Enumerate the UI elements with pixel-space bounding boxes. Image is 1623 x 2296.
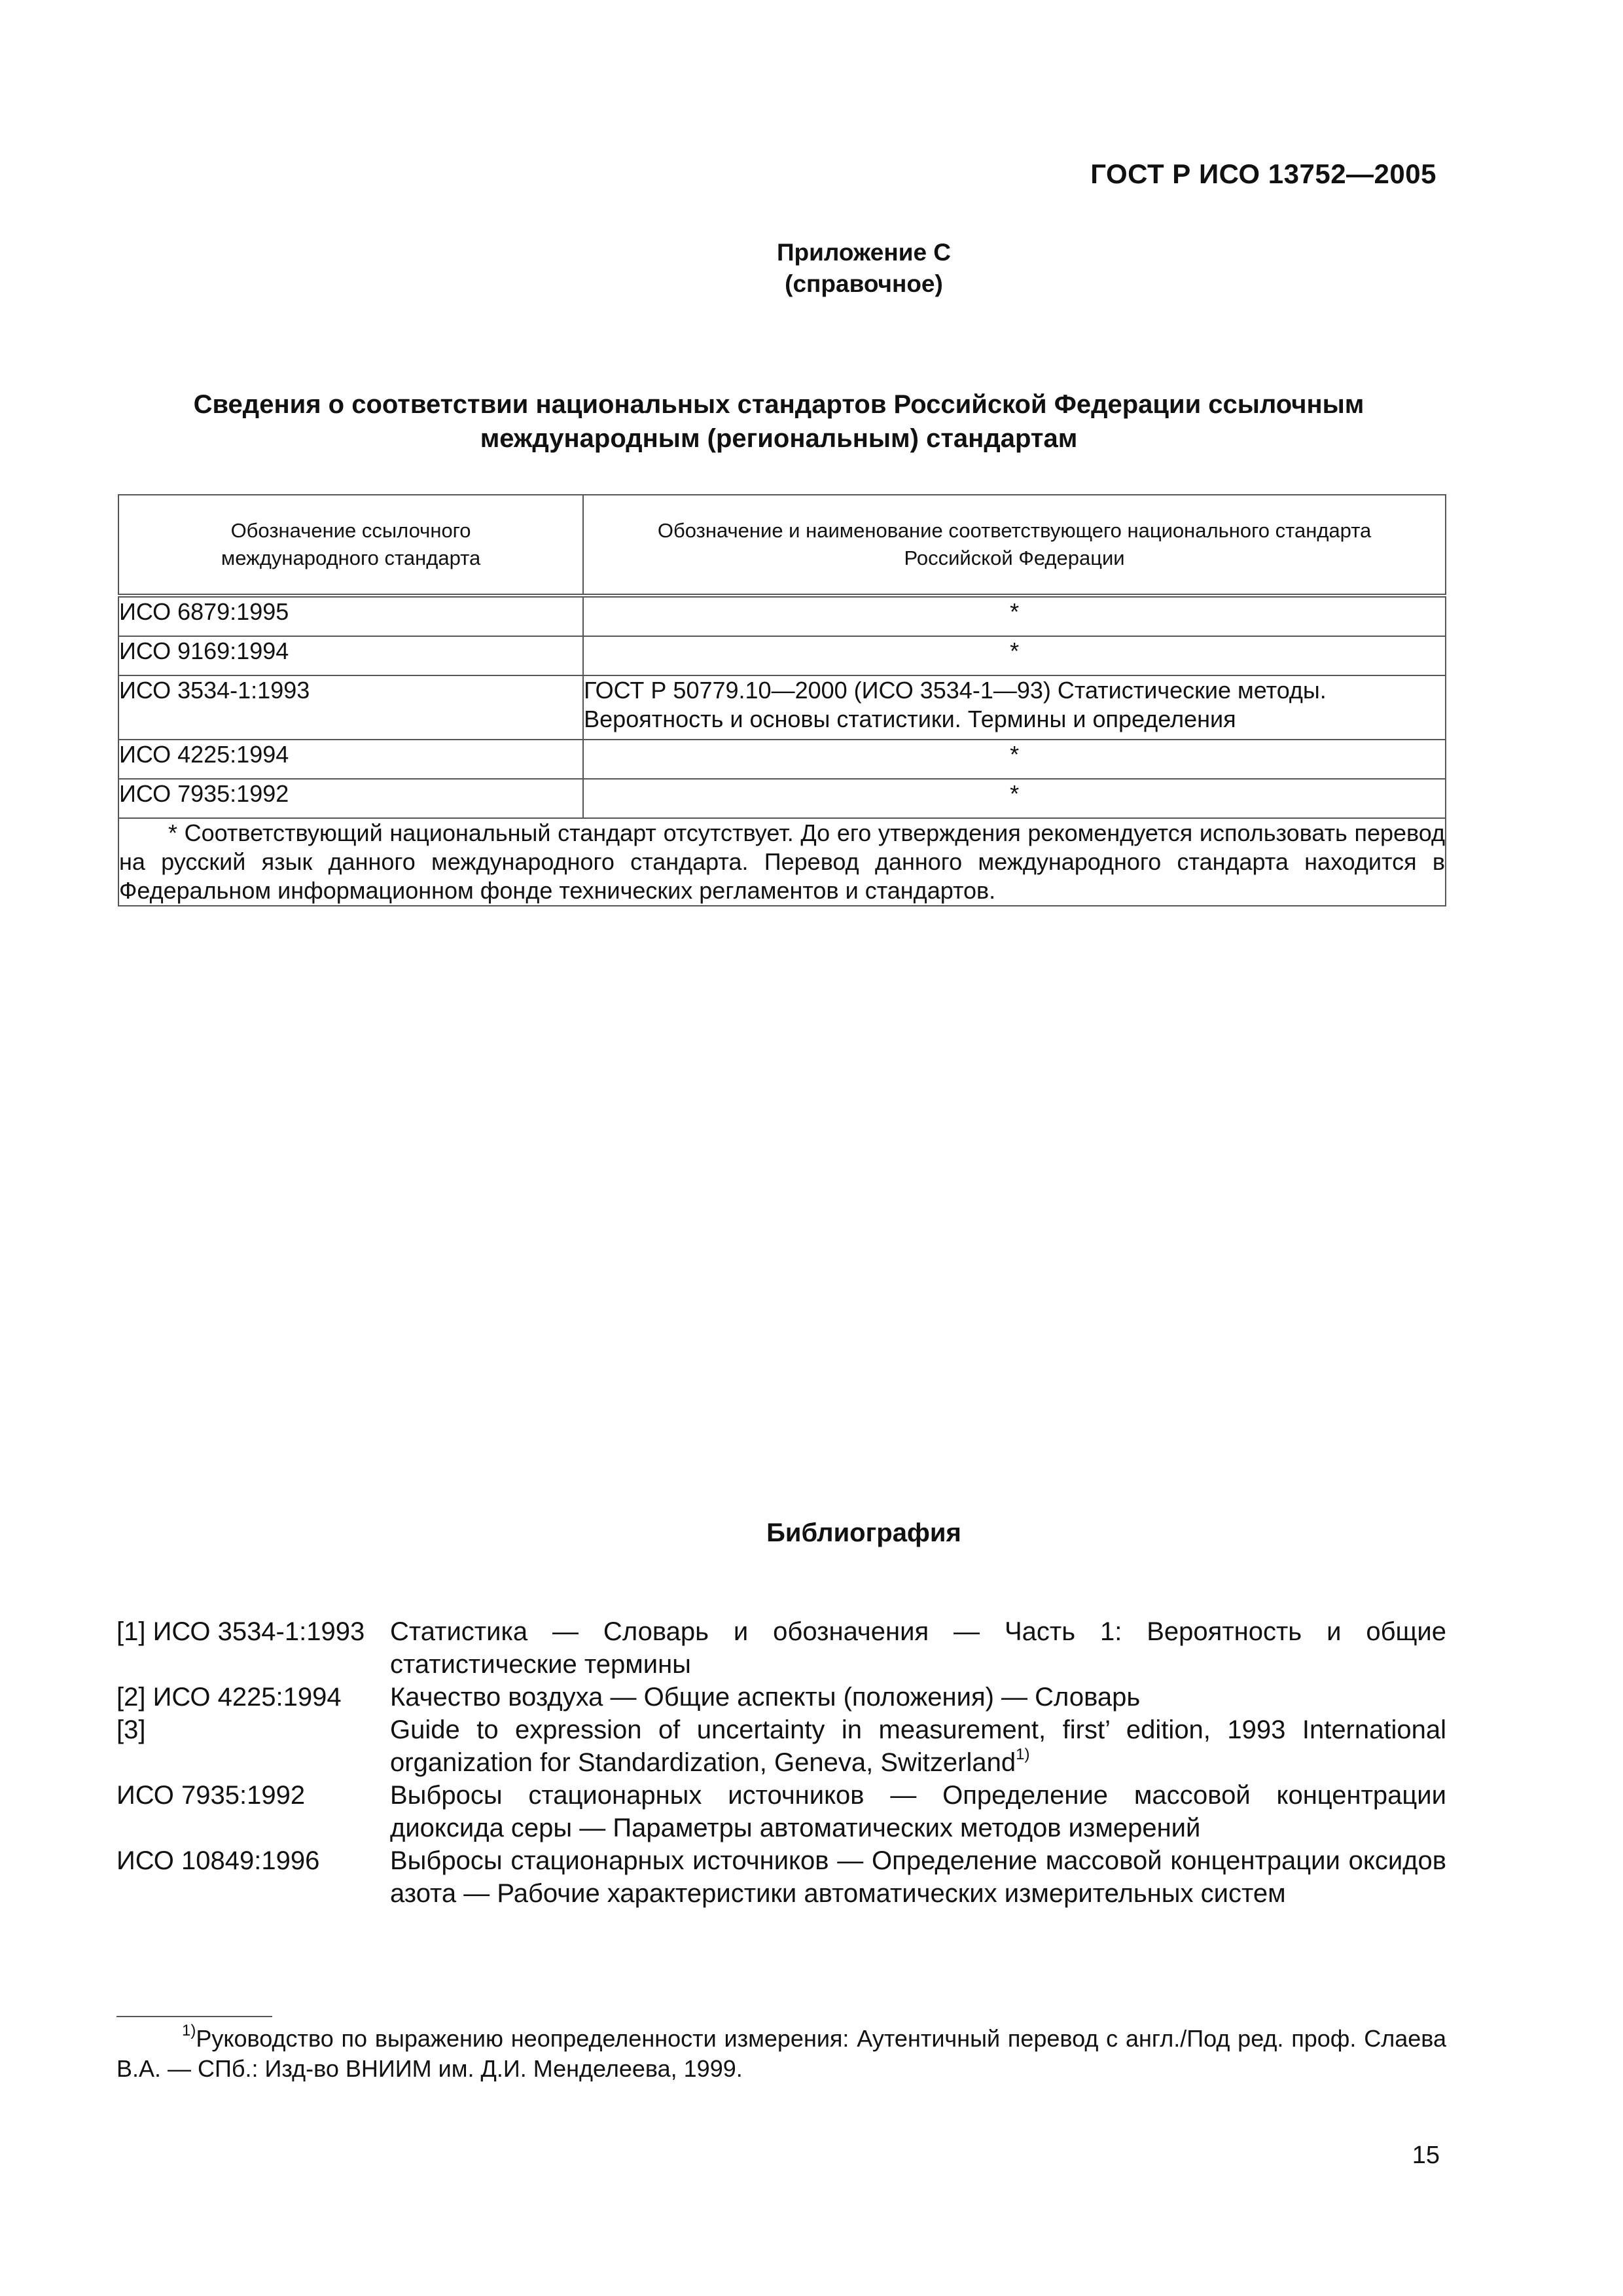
bibliography-ref: [1] ИСО 3534-1:1993 [116, 1617, 365, 1646]
table-header-national-standard [583, 495, 1446, 596]
table-note: * Соответствующий национальный стандарт отсутствует. До его утверждения рекомендуется использовать перевод на русский язык данного международного стандарта. Перевод данного международного стандарта находится в Федеральном информационном фонде технических регламентов и стандартов. [118, 818, 1446, 906]
bibliography-text [390, 1713, 1446, 1779]
bibliography-ref: ИСО 10849:1996 [116, 1846, 320, 1875]
table-note-row [118, 818, 1446, 906]
bibliography-item [116, 1681, 1446, 1713]
table-header-row [118, 495, 1446, 596]
appendix-label: Приложение С [776, 239, 952, 266]
header-line: Обозначение ссылочного [230, 519, 471, 542]
appendix-type: (справочное) [785, 270, 943, 297]
standards-correspondence-table [118, 494, 1446, 906]
bibliography-item [116, 1844, 1446, 1910]
appendix-heading [0, 237, 1623, 300]
bibliography-text: Качество воздуха — Общие аспекты (положения) — Словарь [390, 1683, 1141, 1712]
bibliography-item [116, 1615, 1446, 1681]
national-standard-name: ГОСТ Р 50779.10—2000 (ИСО 3534-1—93) Статистические методы. Вероятность и основы статистики. Термины и определения [583, 675, 1446, 740]
table-row [118, 596, 1446, 636]
reference-standard-code: ИСО 9169:1994 [118, 636, 583, 675]
reference-standard-code: ИСО 4225:1994 [118, 740, 583, 779]
national-standard-name: * [583, 596, 1446, 636]
reference-standard-code: ИСО 3534-1:1993 [118, 675, 583, 740]
footnote-mark: 1) [182, 2022, 196, 2039]
bibliography-title: Библиография [766, 1518, 961, 1547]
footnote-reference-mark[interactable]: 1) [1016, 1745, 1030, 1763]
national-standard-name: * [583, 636, 1446, 675]
table-row [118, 675, 1446, 740]
national-standard-name: * [583, 740, 1446, 779]
bibliography-ref: [2] ИСО 4225:1994 [116, 1683, 342, 1712]
footnote-text: Руководство по выражению неопределенности измерения: Аутентичный перевод с англ./Под ред. проф. Слаева В.А. — СПб.: Изд-во ВНИИМ им. Д.И. Менделеева, 1999. [116, 2025, 1446, 2082]
table-row [118, 740, 1446, 779]
document-code-header: ГОСТ Р ИСО 13752—2005 [1090, 158, 1436, 189]
bibliography-text: Статистика — Словарь и обозначения — Часть 1: Вероятность и общие статистические термины [390, 1617, 1446, 1679]
table-row [118, 779, 1446, 818]
footnote [116, 2024, 1446, 2084]
header-line: Обозначение и наименование соответствующего национального стандарта [657, 519, 1372, 542]
footnote-divider [116, 2016, 272, 2017]
bibliography-text: Выбросы стационарных источников — Определение массовой концентрации оксидов азота — Рабочие характеристики автоматических измерительных систем [390, 1846, 1446, 1908]
section-title [118, 387, 1440, 456]
header-line: международного стандарта [221, 547, 481, 569]
section-title-line-1: Сведения о соответствии национальных стандартов Российской Федерации ссылочным [193, 390, 1364, 419]
bibliography-list [116, 1615, 1446, 1910]
reference-standard-code: ИСО 6879:1995 [118, 596, 583, 636]
reference-standard-code: ИСО 7935:1992 [118, 779, 583, 818]
bibliography-text: Выбросы стационарных источников — Определение массовой концентрации диоксида серы — Параметры автоматических методов измерений [390, 1781, 1446, 1842]
bibliography-item [116, 1713, 1446, 1779]
bibliography-item [116, 1779, 1446, 1844]
bibliography-ref: ИСО 7935:1992 [116, 1781, 306, 1810]
national-standard-name: * [583, 779, 1446, 818]
bibliography-ref: [3] [116, 1715, 146, 1744]
table-row [118, 636, 1446, 675]
section-title-line-2: международным (региональным) стандартам [480, 424, 1078, 453]
page-number: 15 [1412, 2142, 1440, 2169]
header-line: Российской Федерации [904, 547, 1125, 569]
bibliography-text-body: Guide to expression of uncertainty in measurement, first’ edition, 1993 International organization for Standardization, Geneva, Switzerland [390, 1715, 1446, 1777]
table-header-reference-standard [118, 495, 583, 596]
